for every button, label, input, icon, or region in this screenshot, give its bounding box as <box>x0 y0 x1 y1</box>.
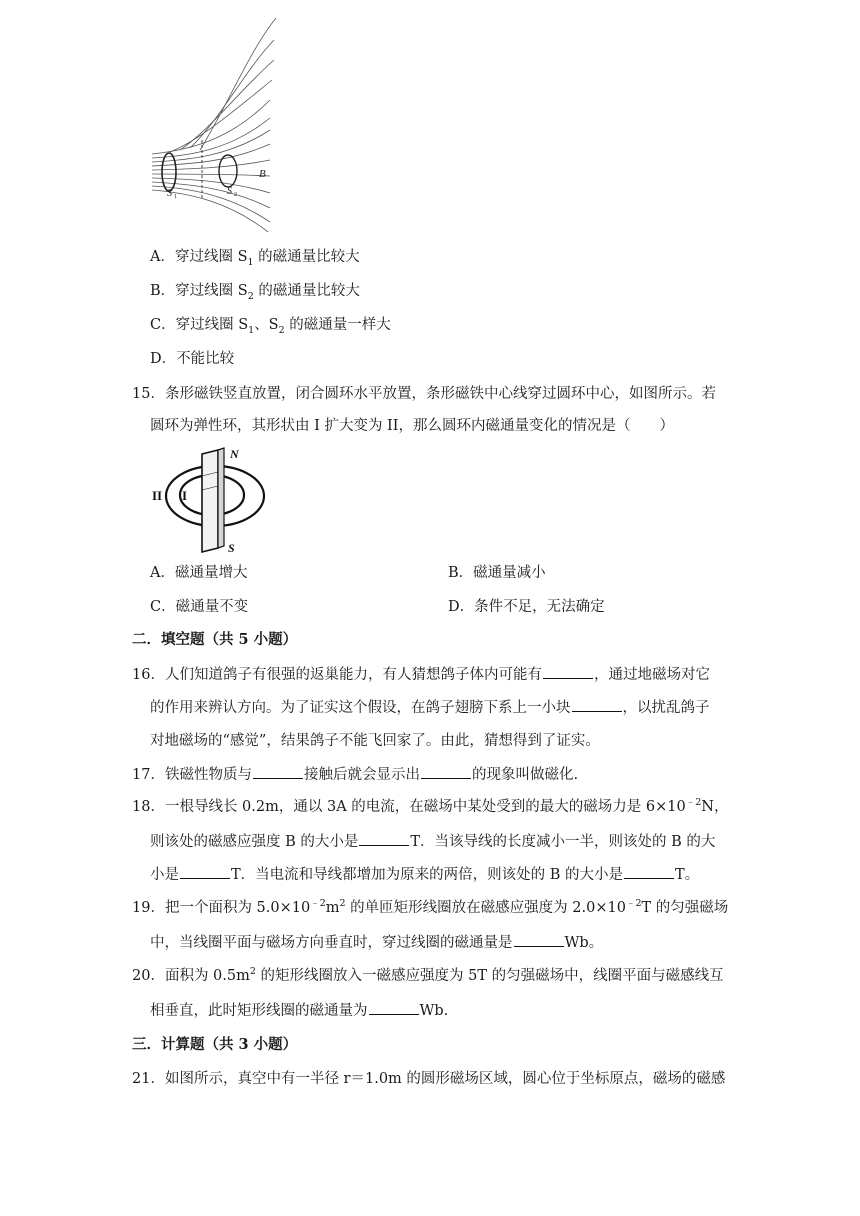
q16-line1: 16．人们知道鸽子有很强的返巢能力，有人猜想鸽子体内可能有 ，通过地磁场对它 <box>132 664 710 685</box>
q20-line2: 相垂直，此时矩形线圈的磁通量为 Wb. <box>150 1000 448 1021</box>
q14-option-d: D．不能比较 <box>150 351 235 367</box>
svg-text:2: 2 <box>234 192 237 198</box>
q19-line2: 中，当线圈平面与磁场方向垂直时，穿过线圈的磁通量是 Wb。 <box>150 932 603 953</box>
q21-line1: 21．如图所示，真空中有一半径 r＝1.0m 的圆形磁场区域，圆心位于坐标原点，磁场的磁感 <box>132 1071 726 1087</box>
section-2-heading: 二．填空题（共 5 小题） <box>132 631 298 648</box>
q18-blank-2 <box>180 864 230 879</box>
q14-option-c: C．穿过线圈 $S_1$、$S_2$ 的磁通量一样大 <box>150 317 391 336</box>
q16-line2: 的作用来辨认方向。为了证实这个假设，在鸽子翅膀下系上一小块 ，以扰乱鸽子 <box>150 697 710 718</box>
q15-label-ring2: II <box>152 488 163 503</box>
q20-line1: 20．面积为 $0.5m^2$ 的矩形线圈放入一磁感应强度为 5T 的匀强磁场中，线圈平面与磁感线互 <box>132 966 724 984</box>
q15-label-s: S <box>228 541 235 554</box>
q16-line3: 对地磁场的“感觉”，结果鸽子不能飞回家了。由此，猜想得到了证实。 <box>150 733 600 749</box>
section-3-heading: 三．计算题（共 3 小题） <box>132 1036 298 1053</box>
q14-option-a: A．穿过线圈 $S_1$ 的磁通量比较大 <box>150 249 360 268</box>
q17-line: 17．铁磁性物质与 接触后就会显示出 的现象叫做磁化. <box>132 764 578 785</box>
q15-option-b: B．磁通量减小 <box>448 565 546 581</box>
q14-option-b: B．穿过线圈 $S_2$ 的磁通量比较大 <box>150 283 360 302</box>
q20-blank <box>369 1000 419 1015</box>
q18-line3: 小是 T．当电流和导线都增加为原来的两倍，则该处的 B 的大小是 T。 <box>150 864 699 885</box>
svg-text:1: 1 <box>174 194 177 200</box>
q15-magnet-rings-figure <box>150 446 270 554</box>
q15-option-a: A．磁通量增大 <box>150 565 248 581</box>
q14-label-s1: S <box>167 188 172 199</box>
q15-label-ring1: I <box>182 488 188 503</box>
q18-line2: 则该处的磁感应强度 B 的大小是 T．当该导线的长度减小一半，则该处的 B 的大 <box>150 831 715 852</box>
q15-option-d: D．条件不足，无法确定 <box>448 599 605 615</box>
q14-label-b: B <box>259 168 266 180</box>
q18-line1: 18．一根导线长 0.2m，通以 3A 的电流，在磁场中某处受到的最大的磁场力是 $6\times 10^{﹣2}N$， <box>132 797 729 815</box>
q16-blank-2 <box>572 697 622 712</box>
q17-blank-1 <box>253 764 303 779</box>
q19-blank <box>514 932 564 947</box>
q16-blank-1 <box>543 664 593 679</box>
q17-blank-2 <box>421 764 471 779</box>
q14-field-lines-figure <box>150 0 280 232</box>
q15-label-n: N <box>230 447 239 461</box>
q15-stem-line2: 圆环为弹性环，其形状由 I 扩大变为 II，那么圆环内磁通量变化的情况是（ ） <box>150 418 675 434</box>
q15-stem-line1: 15．条形磁铁竖直放置，闭合圆环水平放置，条形磁铁中心线穿过圆环中心，如图所示。若 <box>132 386 716 402</box>
q14-label-s2: S <box>227 186 232 197</box>
q19-line1: 19．把一个面积为 $5.0\times 10^{﹣2}m^2$ 的单匝矩形线圈放在磁感应强度为 $2.0\times 10^{﹣2}T$ 的匀强磁场 <box>132 898 729 916</box>
q18-blank-1 <box>359 831 409 846</box>
q15-option-c: C．磁通量不变 <box>150 599 249 615</box>
q18-blank-3 <box>624 864 674 879</box>
